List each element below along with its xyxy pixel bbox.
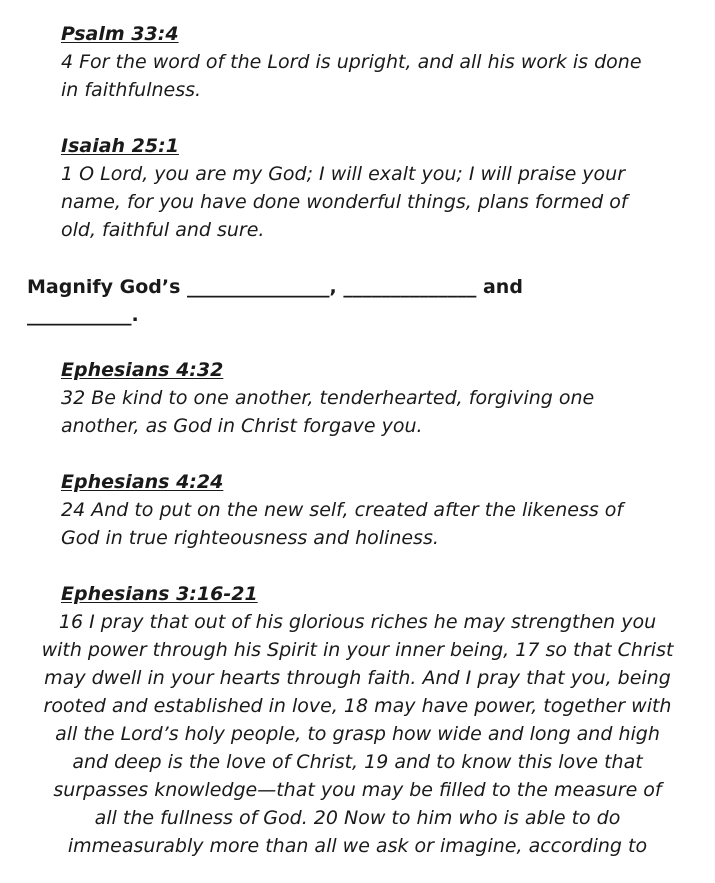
- verse-block-ephesians-4-24: [61, 468, 701, 552]
- verse-block-isaiah-25-1: [61, 132, 701, 244]
- verse-line: surpasses knowledge—that you may be filled to the measure of: [53, 779, 662, 801]
- fill-in-line: ___________.: [27, 304, 139, 326]
- verse-text[interactable]: [61, 384, 701, 440]
- verse-line: another, as God in Christ forgave you.: [61, 415, 423, 437]
- verse-line: old, faithful and sure.: [61, 219, 265, 241]
- verse-line: 24 And to put on the new self, created after the likeness of: [61, 499, 624, 521]
- verse-line: God in true righteousness and holiness.: [61, 527, 439, 549]
- verse-block-ephesians-3-16-21: [61, 580, 701, 608]
- verse-line: 1 O Lord, you are my God; I will exalt you; I will praise your: [61, 163, 626, 185]
- verse-line: in faithfulness.: [61, 79, 202, 101]
- verse-line: 4 For the word of the Lord is upright, and all his work is done: [61, 51, 642, 73]
- verse-text[interactable]: [61, 496, 701, 552]
- verse-text-centered[interactable]: [6, 608, 709, 860]
- verse-block-ephesians-4-32: [61, 356, 701, 440]
- verse-line: with power through his Spirit in your inner being, 17 so that Christ: [41, 639, 674, 661]
- verse-line: and deep is the love of Christ, 19 and to know this love that: [72, 751, 643, 773]
- fill-in-line: Magnify God’s _______________, ______________ and: [27, 276, 523, 298]
- verse-reference[interactable]: Ephesians 4:32: [61, 359, 224, 381]
- verse-line: immeasurably more than all we ask or imagine, according to: [67, 835, 648, 857]
- verse-text[interactable]: [61, 48, 701, 104]
- verse-text[interactable]: [61, 160, 701, 244]
- fill-in-the-blank[interactable]: [27, 273, 707, 329]
- verse-line: rooted and established in love, 18 may have power, together with: [43, 695, 672, 717]
- verse-line: all the fullness of God. 20 Now to him who is able to do: [94, 807, 621, 829]
- verse-reference[interactable]: Psalm 33:4: [61, 23, 179, 45]
- verse-line: 32 Be kind to one another, tenderhearted, forgiving one: [61, 387, 595, 409]
- verse-reference[interactable]: Ephesians 4:24: [61, 471, 224, 493]
- verse-line: may dwell in your hearts through faith. And I pray that you, being: [44, 667, 671, 689]
- verse-line: 16 I pray that out of his glorious riches he may strengthen you: [58, 611, 657, 633]
- verse-line: name, for you have done wonderful things, plans formed of: [61, 191, 628, 213]
- verse-line: all the Lord’s holy people, to grasp how wide and long and high: [55, 723, 660, 745]
- verse-reference[interactable]: Isaiah 25:1: [61, 135, 179, 157]
- verse-block-psalm-33-4: [61, 20, 701, 104]
- verse-reference[interactable]: Ephesians 3:16-21: [61, 583, 258, 605]
